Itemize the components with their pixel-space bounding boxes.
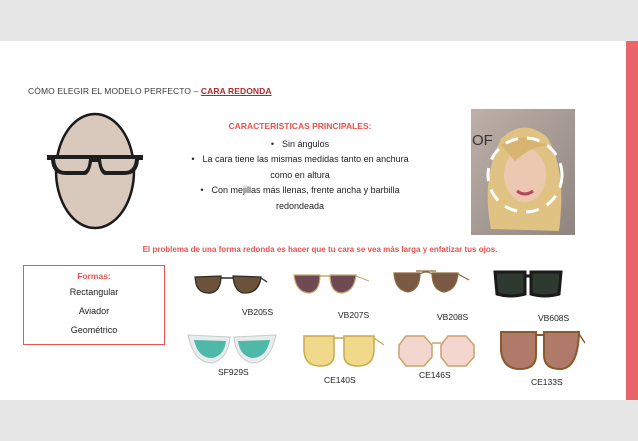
round-face-illustration bbox=[45, 112, 145, 230]
title-prefix: CÓMO ELEGIR EL MODELO PERFECTO – bbox=[28, 86, 199, 96]
page-title bbox=[28, 86, 272, 96]
problem-text: El problema de una forma redonda es hacer que tu cara se vea más larga y enfatizar tus ojos. bbox=[142, 245, 498, 254]
sunglasses-ce133s-image bbox=[498, 329, 586, 373]
sunglasses-vb207s-image bbox=[290, 272, 370, 302]
sunglasses-ce140s-image bbox=[300, 333, 385, 371]
model-label: VB207S bbox=[338, 310, 370, 320]
model-label: VB208S bbox=[437, 312, 469, 322]
sunglasses-vb608s-image bbox=[493, 268, 565, 302]
sunglasses-vb205s-image bbox=[193, 272, 268, 302]
forma-item: Aviador bbox=[78, 306, 110, 316]
formas-box bbox=[23, 265, 165, 345]
forma-item: Geométrico bbox=[70, 325, 118, 335]
side-accent-bar bbox=[626, 41, 638, 400]
portrait-photo bbox=[471, 109, 575, 235]
model-label: CE146S bbox=[419, 370, 451, 380]
model-label: CE140S bbox=[324, 375, 356, 385]
characteristic-item: • La cara tiene las mismas medidas tanto en anchura como en altura bbox=[180, 152, 420, 183]
photo-sign-text: OF bbox=[472, 132, 493, 149]
sunglasses-ce146s-image bbox=[396, 333, 478, 371]
sunglasses-vb208s-image bbox=[390, 268, 470, 300]
model-label: CE133S bbox=[531, 377, 563, 387]
forma-item: Rectangular bbox=[69, 287, 119, 297]
title-highlight: CARA REDONDA bbox=[200, 86, 272, 96]
characteristics-heading: CARACTERISTICAS PRINCIPALES: bbox=[228, 121, 372, 131]
characteristics-section bbox=[180, 119, 420, 214]
model-label: VB608S bbox=[538, 313, 570, 323]
model-label: VB205S bbox=[242, 307, 274, 317]
characteristic-item: • Sin ángulos bbox=[180, 137, 420, 153]
characteristic-item: • Con mejillas más llenas, frente ancha y barbilla redondeada bbox=[180, 183, 420, 214]
model-label: SF929S bbox=[218, 367, 249, 377]
formas-heading: Formas: bbox=[77, 271, 111, 281]
sunglasses-sf929s-image bbox=[186, 331, 278, 367]
